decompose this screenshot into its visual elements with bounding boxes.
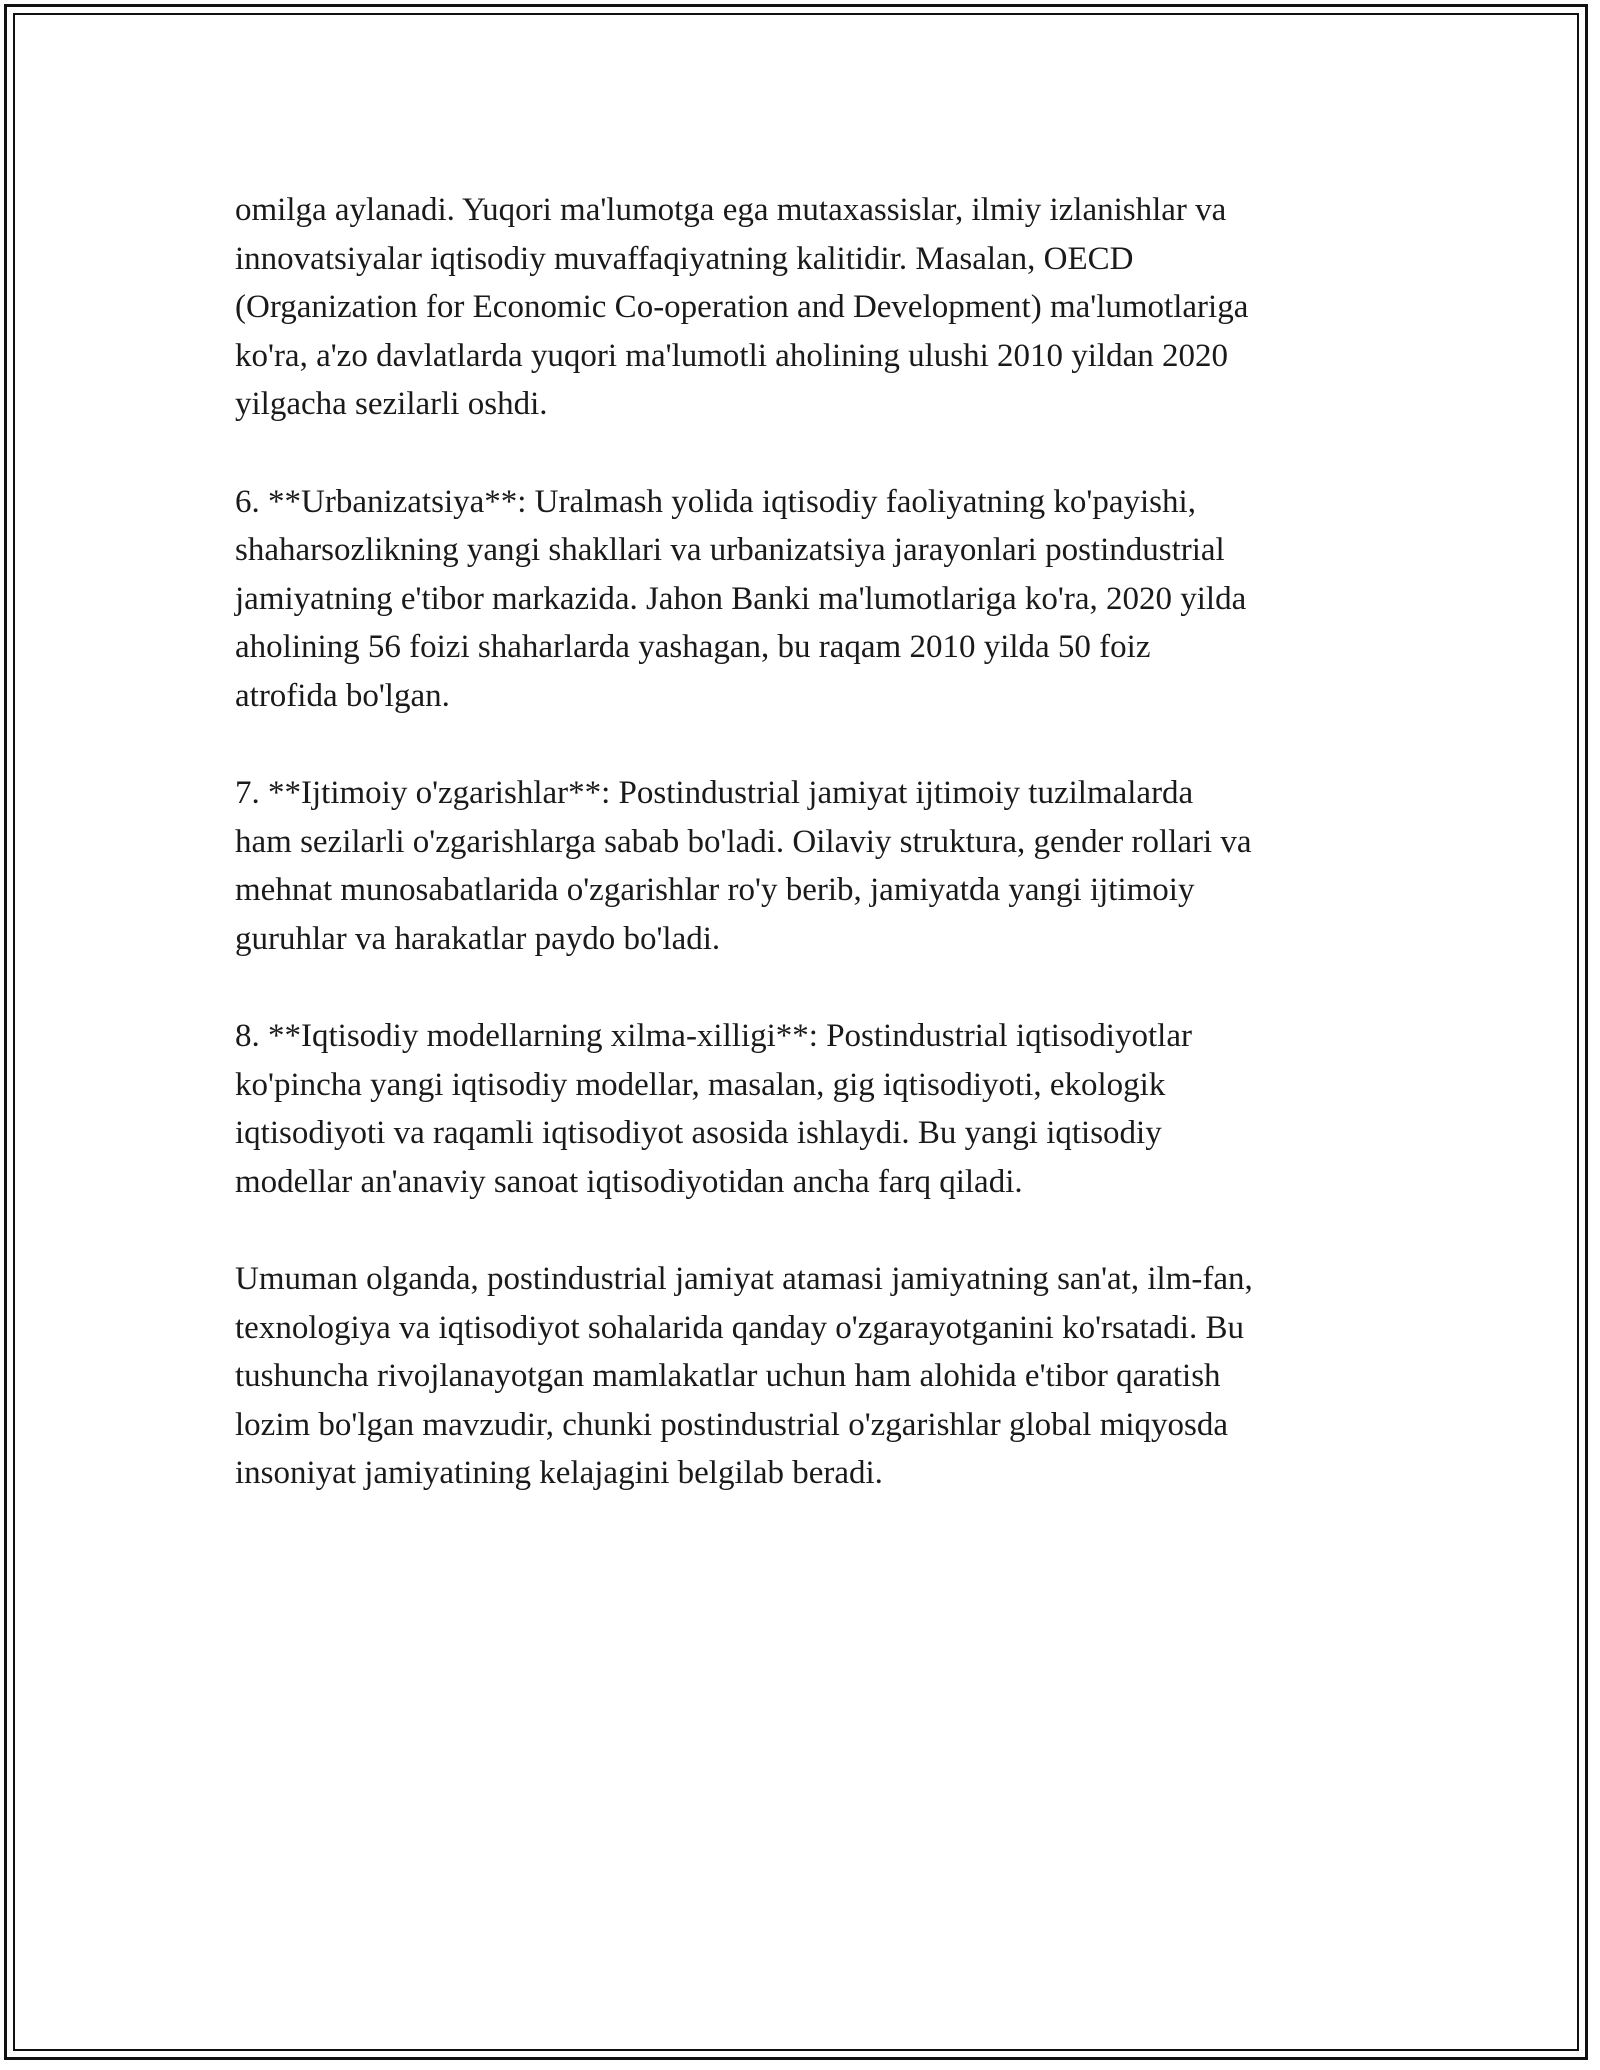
text-line: ko'ra, a'zo davlatlarda yuqori ma'lumotli aholining ulushi 2010 yildan 2020 bbox=[235, 337, 1228, 374]
paragraph-urbanization bbox=[235, 478, 1375, 721]
document-body bbox=[235, 186, 1375, 1547]
text-line: ko'pincha yangi iqtisodiy modellar, masalan, gig iqtisodiyoti, ekologik bbox=[235, 1066, 1166, 1103]
text-line: guruhlar va harakatlar paydo bo'ladi. bbox=[235, 920, 721, 957]
text-line: modellar an'anaviy sanoat iqtisodiyotidan ancha farq qiladi. bbox=[235, 1163, 1023, 1200]
text-line: lozim bo'lgan mavzudir, chunki postindustrial o'zgarishlar global miqyosda bbox=[235, 1406, 1229, 1443]
text-line: iqtisodiyoti va raqamli iqtisodiyot asosida ishlaydi. Bu yangi iqtisodiy bbox=[235, 1115, 1162, 1152]
text-line: shaharsozlikning yangi shakllari va urbanizatsiya jarayonlari postindustrial bbox=[235, 532, 1225, 569]
text-line: (Organization for Economic Co-operation and Development) ma'lumotlariga bbox=[235, 289, 1249, 326]
text-line: tushuncha rivojlanayotgan mamlakatlar uchun ham alohida e'tibor qaratish bbox=[235, 1358, 1221, 1395]
paragraph-education bbox=[235, 186, 1375, 429]
text-line: Umuman olganda, postindustrial jamiyat atamasi jamiyatning san'at, ilm-fan, bbox=[235, 1261, 1253, 1298]
text-line: mehnat munosabatlarida o'zgarishlar ro'y berib, jamiyatda yangi ijtimoiy bbox=[235, 872, 1195, 909]
text-line: 6. **Urbanizatsiya**: Uralmash yolida iqtisodiy faoliyatning ko'payishi, bbox=[235, 483, 1196, 520]
paragraph-economic-models bbox=[235, 1012, 1375, 1206]
text-line: jamiyatning e'tibor markazida. Jahon Banki ma'lumotlariga ko'ra, 2020 yilda bbox=[235, 580, 1247, 617]
text-line: 8. **Iqtisodiy modellarning xilma-xilligi**: Postindustrial iqtisodiyotlar bbox=[235, 1018, 1192, 1055]
text-line: atrofida bo'lgan. bbox=[235, 677, 450, 714]
text-line: insoniyat jamiyatining kelajagini belgilab beradi. bbox=[235, 1455, 883, 1492]
text-line: texnologiya va iqtisodiyot sohalarida qanday o'zgarayotganini ko'rsatadi. Bu bbox=[235, 1309, 1244, 1346]
paragraph-social-changes bbox=[235, 769, 1375, 963]
text-line: yilgacha sezilarli oshdi. bbox=[235, 386, 548, 423]
text-line: aholining 56 foizi shaharlarda yashagan, bu raqam 2010 yilda 50 foiz bbox=[235, 629, 1151, 666]
text-line: omilga aylanadi. Yuqori ma'lumotga ega mutaxassislar, ilmiy izlanishlar va bbox=[235, 192, 1227, 228]
paragraph-conclusion bbox=[235, 1255, 1375, 1498]
text-line: ham sezilarli o'zgarishlarga sabab bo'ladi. Oilaviy struktura, gender rollari va bbox=[235, 823, 1252, 860]
text-line: 7. **Ijtimoiy o'zgarishlar**: Postindustrial jamiyat ijtimoiy tuzilmalarda bbox=[235, 775, 1194, 812]
text-line: innovatsiyalar iqtisodiy muvaffaqiyatning kalitidir. Masalan, OECD bbox=[235, 240, 1134, 277]
